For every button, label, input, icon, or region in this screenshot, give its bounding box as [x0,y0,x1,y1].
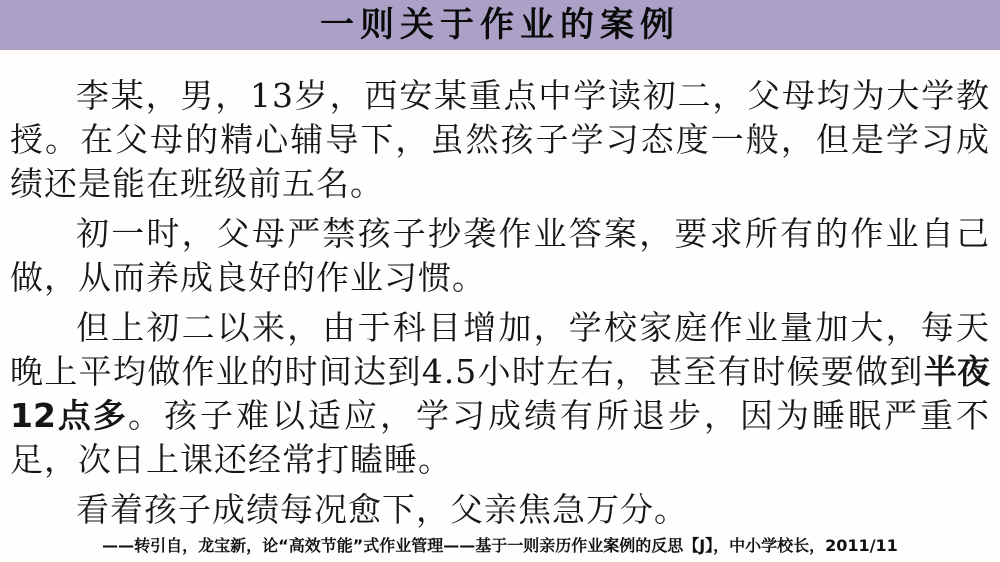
paragraph-3-text-pre: 但上初二以来，由于科目增加，学校家庭作业量加大，每天晚上平均做作业的时间达到4.5小时左右，甚至有时候要做到 [10,308,990,391]
paragraph-4 [10,488,990,532]
paragraph-1 [10,74,990,206]
paragraph-2-text: 初一时，父母严禁孩子抄袭作业答案，要求所有的作业自己做，从而养成良好的作业习惯。 [10,214,990,297]
slide-title: 一则关于作业的案例 [320,5,680,45]
paragraph-1-text: 李某，男，13岁，西安某重点中学读初二，父母均为大学教授。在父母的精心辅导下，虽然孩子学习态度一般，但是学习成绩还是能在班级前五名。 [10,76,990,203]
paragraph-3-text-post: 。孩子难以适应，学习成绩有所退步，因为睡眠严重不足，次日上课还经常打瞌睡。 [10,396,990,479]
paragraph-3-bold-highlight: 半夜12点多 [10,352,991,435]
paragraph-3 [10,306,990,482]
citation-footer [0,533,1000,556]
paragraph-2 [10,212,990,300]
citation-text: ——转引自，龙宝新，论“高效节能”式作业管理——基于一则亲历作业案例的反思【J】，中小学校长，2011/11 [102,536,898,555]
slide-body [0,50,1000,532]
title-bar [0,0,1000,50]
paragraph-4-text: 看着孩子成绩每况愈下，父亲焦急万分。 [76,490,688,529]
